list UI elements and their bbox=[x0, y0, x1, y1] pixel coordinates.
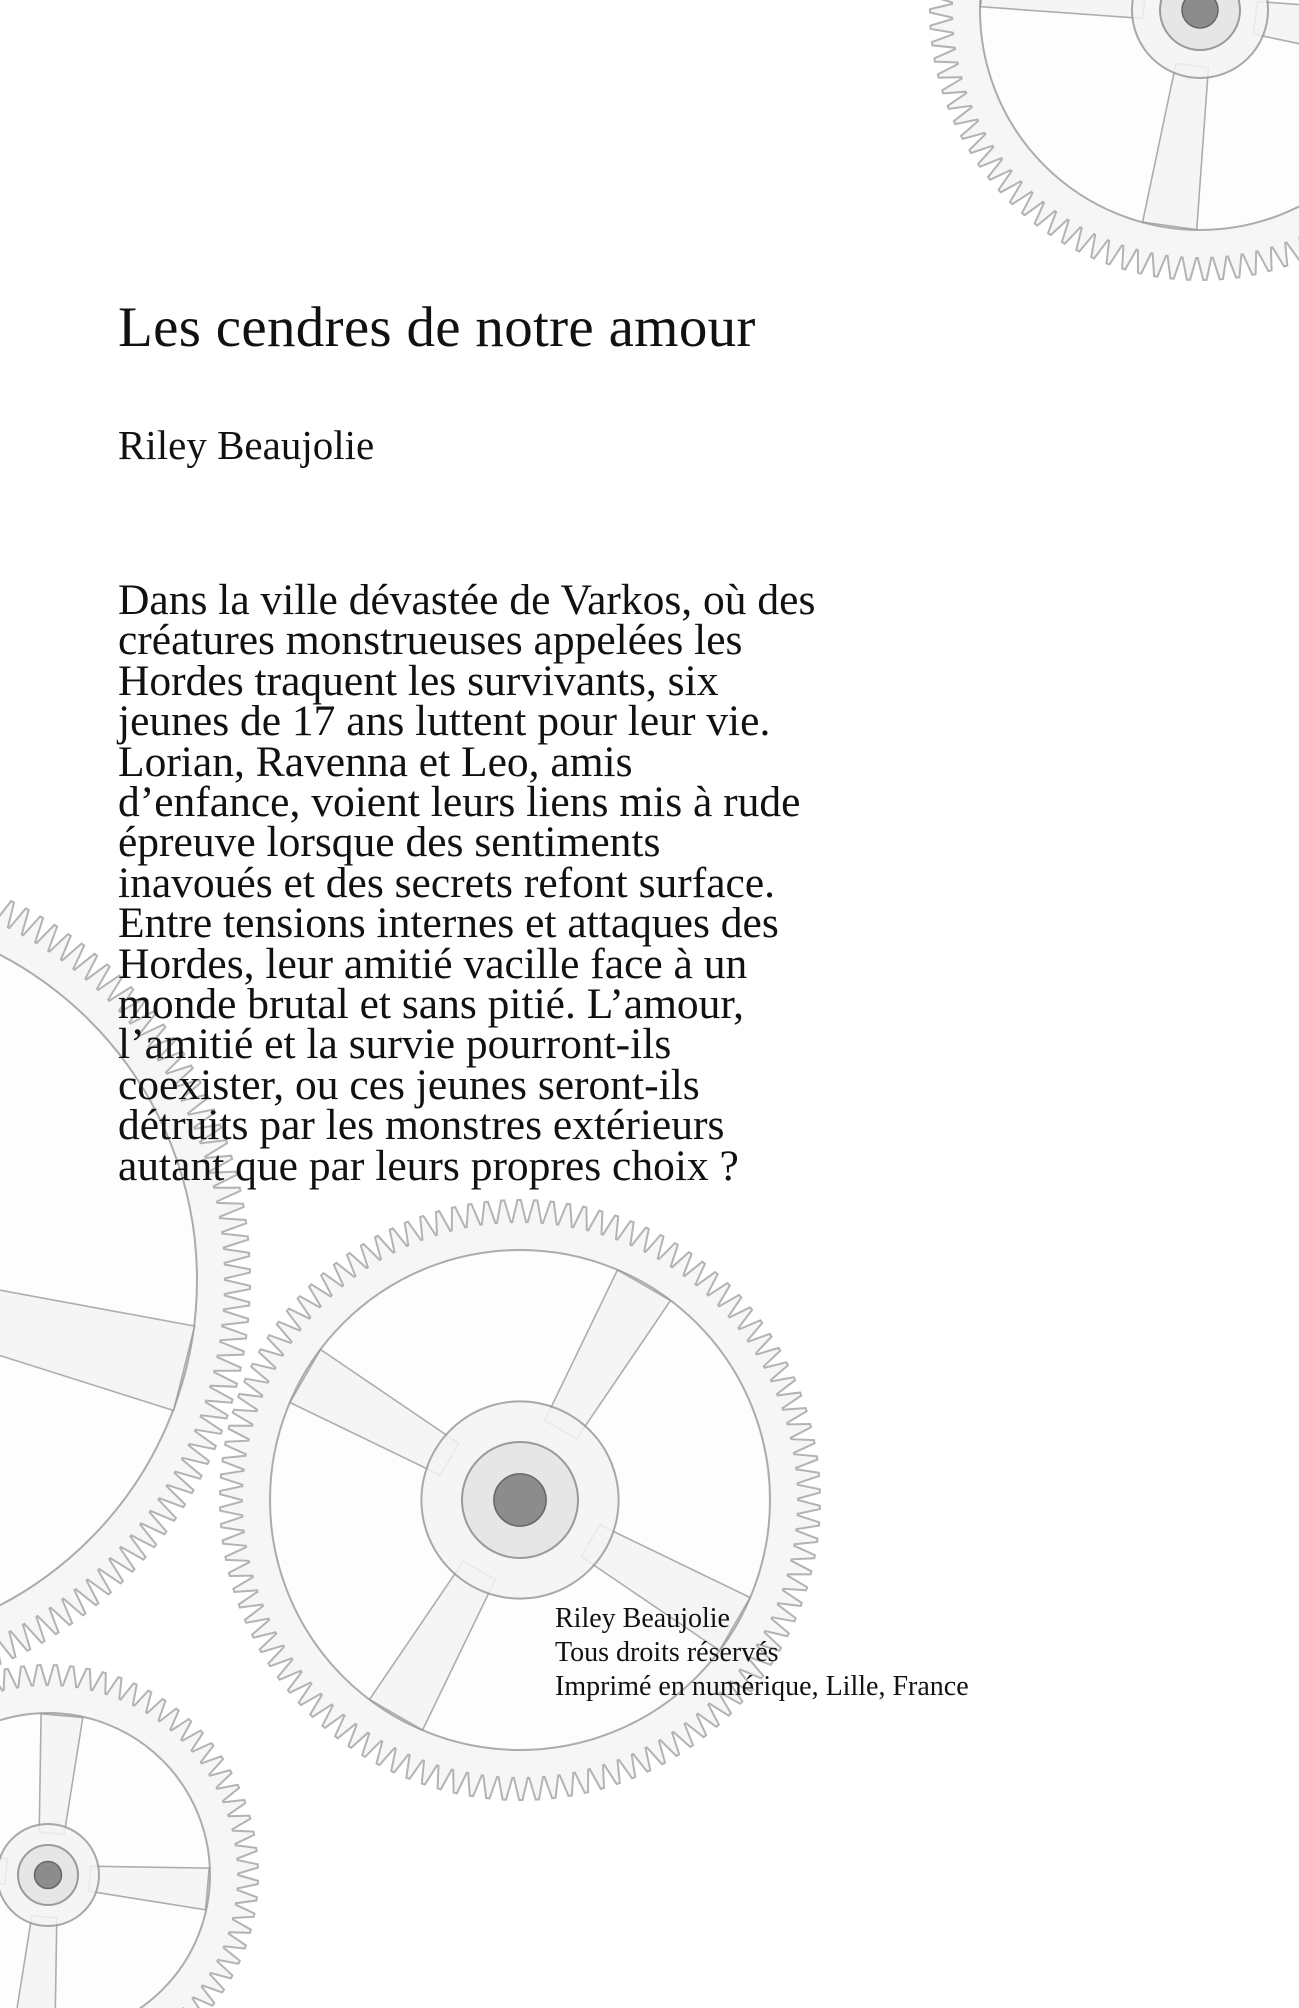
colophon-printed: Imprimé en numérique, Lille, France bbox=[555, 1671, 969, 1702]
gear-icon bbox=[930, 0, 1299, 280]
book-author: Riley Beaujolie bbox=[118, 422, 375, 468]
gear-icon bbox=[220, 1200, 820, 1800]
colophon-rights: Tous droits réservés bbox=[555, 1637, 779, 1668]
gear-icon bbox=[0, 1665, 258, 2008]
colophon-author: Riley Beaujolie bbox=[555, 1603, 730, 1634]
colophon bbox=[555, 1602, 1175, 1704]
book-title: Les cendres de notre amour bbox=[118, 296, 756, 359]
book-blurb: Dans la ville dévastée de Varkos, où des créatures monstrueuses appelées les Hordes traquent les survivants, six jeunes de 17 ans luttent pour leur vie. Lorian, Ravenna et Leo, amis d’enfance, voient leurs liens mis à rude épreuve lorsque des sentiments inavoués et des secrets refont surface. Entre tensions internes et attaques des Hordes, leur amitié vacille face à un monde brutal et sans pitié. L’amour, l’amitié et la survie pourront-ils coexister, ou ces jeunes seront-ils détruits par les monstres extérieurs autant que par leurs propres choix ? bbox=[118, 576, 816, 1190]
